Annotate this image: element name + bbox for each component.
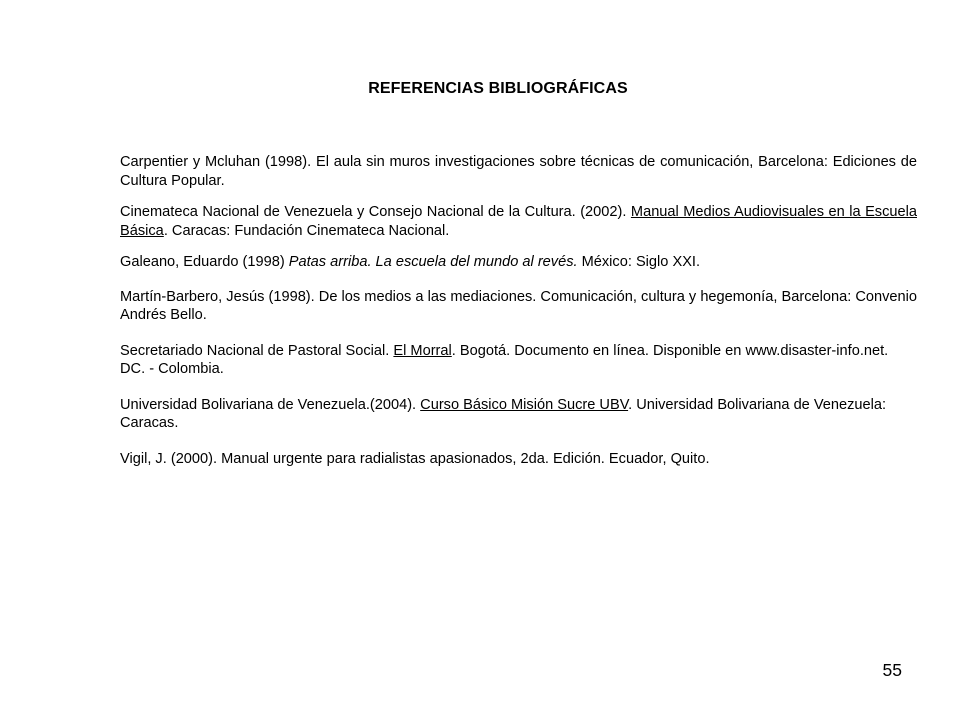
- reference-text: . Universidad Bolivariana de Venezuela: Caracas.: [120, 396, 887, 431]
- reference-text: Universidad Bolivariana de Venezuela.(2004).: [120, 396, 421, 413]
- reference-list: [120, 153, 917, 468]
- reference-martin-barbero: [120, 288, 917, 325]
- reference-title: El Morral: [393, 342, 452, 359]
- reference-title: Curso Básico Misión Sucre UBV: [420, 396, 629, 413]
- reference-secretariado: [120, 342, 912, 379]
- page-number: 55: [882, 660, 902, 680]
- reference-text: Secretariado Nacional de Pastoral Social.: [120, 342, 394, 359]
- reference-text: . Bogotá. Documento en línea. Disponible en www.disaster-info.net. DC. - Colombia.: [120, 342, 889, 377]
- reference-title: Patas arriba. La escuela del mundo al revés.: [288, 254, 578, 270]
- reference-text: Martín-Barbero, Jesús (1998). De los medios a las mediaciones. Comunicación, cultura y hegemonía, Barcelona: Convenio Andrés Bello.: [120, 288, 917, 323]
- reference-text: Vigil, J. (2000). Manual urgente para radialistas apasionados, 2da. Edición. Ecuador, Quito.: [120, 450, 710, 467]
- reference-text: Galeano, Eduardo (1998): [120, 254, 289, 270]
- reference-title: Manual Medios Audiovisuales en la Escuela Básica: [120, 204, 917, 239]
- reference-text: Cinemateca Nacional de Venezuela y Consejo Nacional de la Cultura. (2002).: [120, 204, 631, 220]
- reference-text: México: Siglo XXI.: [577, 254, 701, 270]
- reference-ubv: [120, 396, 895, 433]
- page-title: REFERENCIAS BIBLIOGRÁFICAS: [368, 80, 628, 97]
- reference-text: Carpentier y Mcluhan (1998). El aula sin muros investigaciones sobre técnicas de comunicación, Barcelona: Ediciones de Cultura Popular.: [120, 154, 917, 189]
- reference-carpentier: [120, 153, 917, 190]
- reference-galeano: [120, 253, 917, 272]
- reference-vigil: [120, 450, 917, 469]
- reference-cinemateca: [120, 203, 917, 240]
- reference-text: . Caracas: Fundación Cinemateca Nacional.: [163, 222, 450, 239]
